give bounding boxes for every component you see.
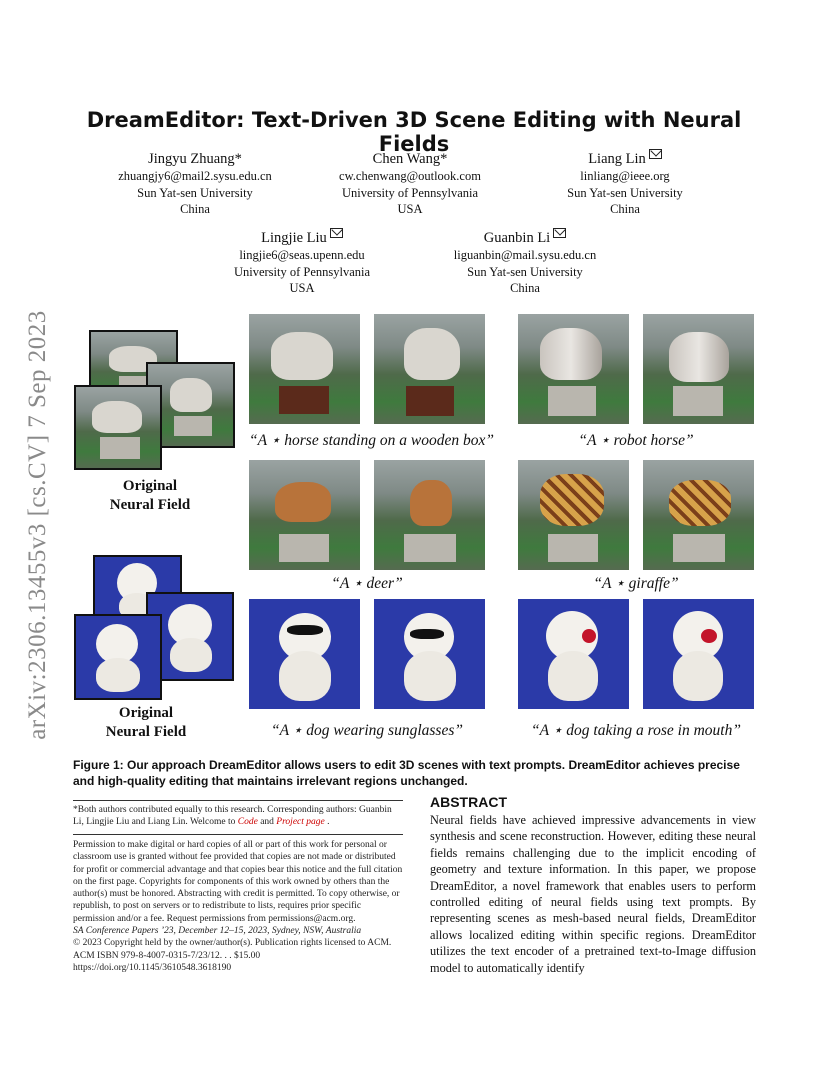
footnote-text: .: [324, 817, 330, 828]
code-link[interactable]: Code: [237, 817, 258, 828]
edit-deer-view-2: [374, 460, 485, 570]
doi-link[interactable]: https://doi.org/10.1145/3610548.3618190: [73, 962, 232, 973]
edit-robot-horse-view-1: [518, 314, 629, 424]
edit-horse-box-view-2: [374, 314, 485, 424]
author-email: zhuangjy6@mail2.sysu.edu.cn: [118, 169, 272, 183]
author-name: Lingjie Liu: [261, 230, 327, 246]
author-country: China: [610, 202, 640, 216]
author-email: cw.chenwang@outlook.com: [339, 169, 481, 183]
abstract-text: Neural fields have achieved impressive advancements in view synthesis and scene reconstruction. However, editing these neural fields remains challenging due to the implicit encoding of geometry and texture information. In this paper, we propose DreamEditor, a novel framework that enables users to perform controlled editing of neural fields using text prompts. By representing scenes as mesh-based neural fields, DreamEditor allows localized editing within specific regions. DreamEditor utilizes the text encoder of a pretrained text-to-Image diffusion model to automatically identify: [430, 813, 756, 975]
original-label-horse: [88, 477, 212, 515]
author-email: linliang@ieee.org: [580, 169, 670, 183]
author-country: China: [510, 281, 540, 295]
author-name: Jingyu Zhuang*: [148, 151, 242, 167]
envelope-icon: [330, 228, 343, 238]
author-affiliation: Sun Yat-sen University: [467, 264, 583, 279]
author-affiliation: University of Pennsylvania: [233, 264, 371, 279]
label-line: Neural Field: [105, 724, 187, 740]
arxiv-sidebar: [18, 290, 58, 760]
label-line: Neural Field: [109, 497, 191, 513]
isbn-line: ACM ISBN 979-8-4007-0315-7/23/12. . . $15.00: [73, 950, 261, 961]
author-name: Liang Lin: [588, 151, 646, 167]
label-line: Original: [118, 705, 174, 721]
conference-info: SA Conference Papers ’23, December 12–15, 2023, Sydney, NSW, Australia: [73, 926, 362, 937]
footnote-equal-contribution: [73, 804, 403, 829]
edit-dog-rose-view-1: [518, 599, 629, 709]
author-affiliation: Sun Yat-sen University: [567, 185, 683, 200]
arxiv-id: arXiv:2306.13455v3 [cs.CV] 7 Sep 2023: [24, 310, 51, 740]
author-country: USA: [289, 281, 315, 295]
author-block-2: [320, 150, 500, 218]
envelope-icon: [649, 149, 662, 159]
author-affiliation: Sun Yat-sen University: [137, 185, 253, 200]
edit-giraffe-view-1: [518, 460, 629, 570]
author-block-1: [105, 150, 285, 218]
original-dog-view-3: [76, 616, 160, 698]
envelope-icon: [553, 228, 566, 238]
original-horse-view-3: [76, 387, 160, 468]
caption-deer: “A ⋆ deer”: [331, 575, 403, 592]
permission-rule: [73, 834, 403, 835]
author-email: lingjie6@seas.upenn.edu: [239, 248, 365, 262]
author-block-5: [435, 229, 615, 297]
edit-dog-sunglasses-view-2: [374, 599, 485, 709]
permission-text: Permission to make digital or hard copies of all or part of this work for personal or classroom use is granted without fee provided that copies are not made or distributed for profit or commercial advantage and that copies bear this notice and the full citation on the first page. Copyrights for components of this work owned by others than the author(s) must be honored. Abstracting with credit is permitted. To copy otherwise, or republish, to post on servers or to redistribute to lists, requires prior specific permission and/or a fee. Request permissions from permissions@acm.org.: [73, 840, 403, 924]
caption-sunglasses: “A ⋆ dog wearing sunglasses”: [270, 722, 463, 739]
original-dog-view-2: [148, 594, 232, 679]
edit-giraffe-view-2: [643, 460, 754, 570]
project-page-link[interactable]: Project page: [276, 817, 325, 828]
paper-title: DreamEditor: Text-Driven 3D Scene Editing with Neural Fields: [86, 108, 742, 156]
footnote-rule: [73, 800, 403, 801]
author-name: Chen Wang*: [372, 151, 448, 167]
label-line: Original: [122, 478, 178, 494]
figure-caption: Figure 1: Our approach DreamEditor allows users to edit 3D scenes with text prompts. DreamEditor achieves precise and high-quality editing that maintains irrelevant regions unchanged.: [73, 758, 740, 788]
permission-block: [73, 839, 403, 974]
caption-giraffe: “A ⋆ giraffe”: [593, 575, 679, 592]
author-country: China: [180, 202, 210, 216]
abstract-heading: ABSTRACT: [430, 794, 507, 810]
original-horse-view-2: [148, 364, 233, 446]
author-block-3: [535, 150, 715, 218]
caption-robot-horse: “A ⋆ robot horse”: [578, 432, 694, 449]
edit-horse-box-view-1: [249, 314, 360, 424]
edit-robot-horse-view-2: [643, 314, 754, 424]
copyright-line: © 2023 Copyright held by the owner/author(s). Publication rights licensed to ACM.: [73, 938, 392, 949]
author-affiliation: University of Pennsylvania: [341, 185, 479, 200]
caption-rose: “A ⋆ dog taking a rose in mouth”: [531, 722, 741, 739]
edit-dog-rose-view-2: [643, 599, 754, 709]
author-block-4: [212, 229, 392, 297]
author-name: Guanbin Li: [483, 230, 551, 246]
edit-deer-view-1: [249, 460, 360, 570]
footnote-text: *Both authors contributed equally to this research. Corresponding authors: Guanbin Li, Lingjie Liu and Liang Lin. Welcome to: [73, 805, 392, 828]
caption-horse-box: “A ⋆ horse standing on a wooden box”: [249, 432, 494, 449]
original-label-dog: [84, 704, 208, 742]
author-country: USA: [397, 202, 423, 216]
author-email: liguanbin@mail.sysu.edu.cn: [453, 248, 597, 262]
footnote-text: and: [257, 817, 277, 828]
edit-dog-sunglasses-view-1: [249, 599, 360, 709]
